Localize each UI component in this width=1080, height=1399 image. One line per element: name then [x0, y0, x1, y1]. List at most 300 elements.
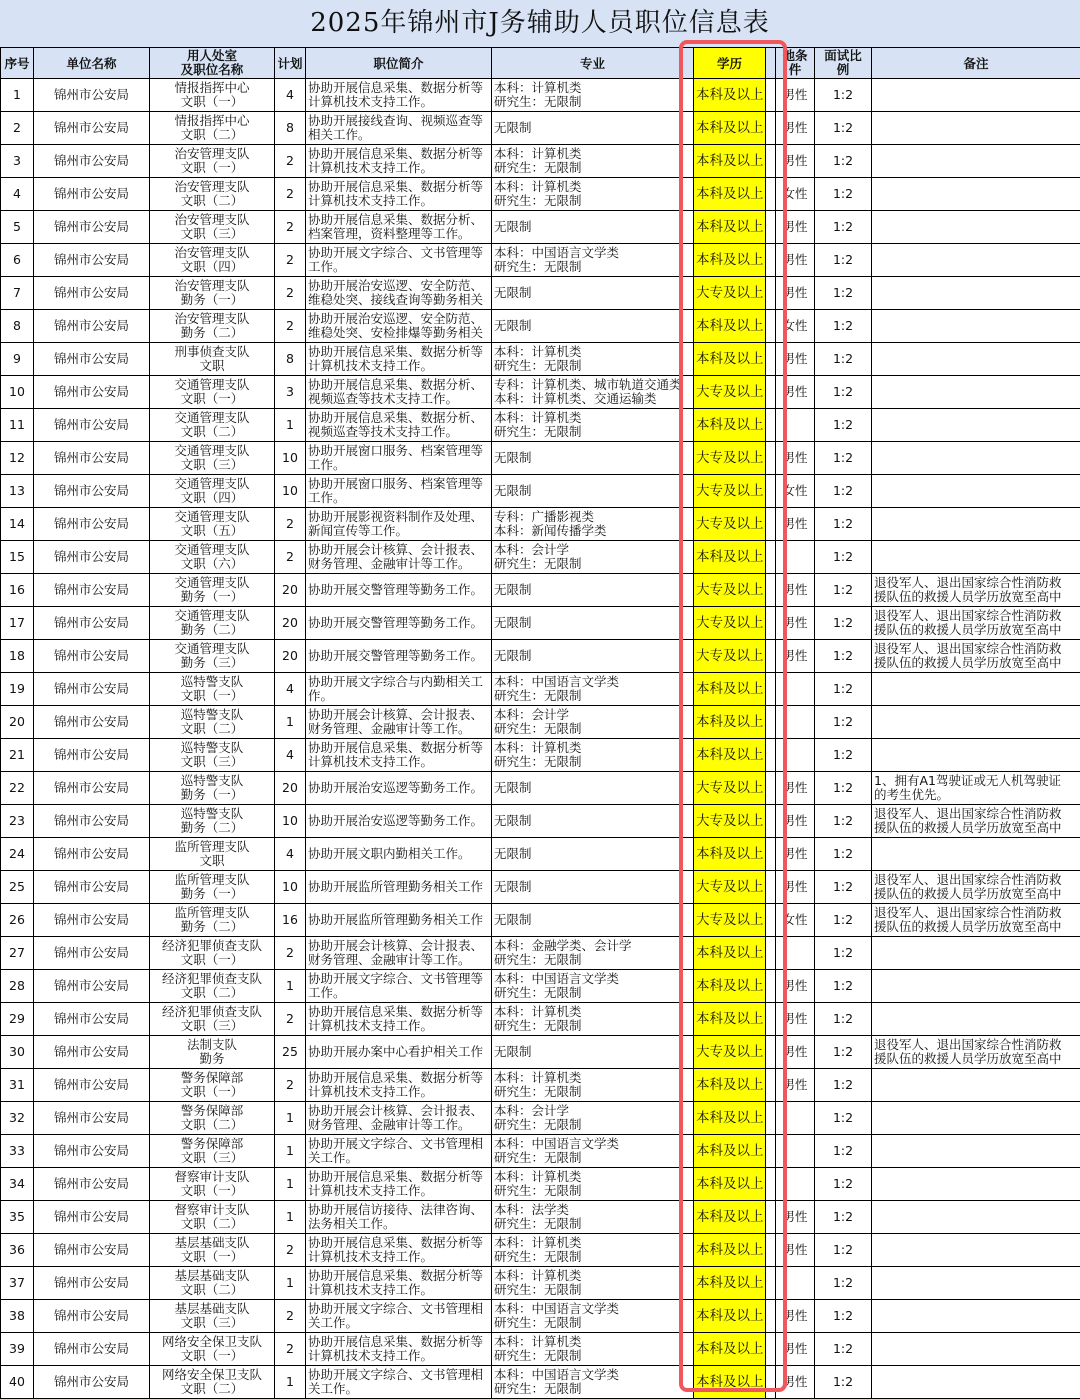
cell-intro	[306, 178, 492, 211]
cell-hidden	[766, 739, 776, 772]
cell-edu: 大专及以上	[694, 640, 766, 673]
cell-seq: 27	[1, 937, 34, 970]
cell-line: 勤务（二）	[180, 919, 244, 934]
cell-hidden	[766, 673, 776, 706]
table-row	[1, 904, 1080, 937]
cell-major	[492, 211, 694, 244]
cell-plan: 25	[275, 1036, 306, 1069]
cell-remark	[872, 607, 1080, 640]
cell-unit: 锦州市公安局	[34, 409, 150, 442]
cell-plan: 20	[275, 640, 306, 673]
cell-other: 男性	[776, 970, 815, 1003]
cell-edu: 本科及以上	[694, 1201, 766, 1234]
cell-remark	[872, 343, 1080, 376]
cell-unit: 锦州市公安局	[34, 475, 150, 508]
cell-line: 督察审计支队	[174, 1169, 250, 1184]
cell-plan: 2	[275, 145, 306, 178]
cell-plan: 2	[275, 244, 306, 277]
cell-line: 无限制	[494, 780, 532, 795]
cell-plan: 1	[275, 1135, 306, 1168]
table-row	[1, 508, 1080, 541]
cell-seq: 37	[1, 1267, 34, 1300]
cell-ratio: 1:2	[815, 739, 872, 772]
cell-other	[776, 739, 815, 772]
cell-line: 交通管理支队	[174, 608, 250, 623]
cell-intro	[306, 706, 492, 739]
cell-seq: 23	[1, 805, 34, 838]
cell-dept	[150, 970, 275, 1003]
cell-seq: 25	[1, 871, 34, 904]
cell-unit: 锦州市公安局	[34, 508, 150, 541]
cell-unit: 锦州市公安局	[34, 244, 150, 277]
cell-hidden	[766, 1003, 776, 1036]
cell-edu: 本科及以上	[694, 1300, 766, 1333]
cell-line: 协助开展信息采集、数据分析、	[308, 212, 484, 227]
cell-line: 勤务（一）	[180, 292, 244, 307]
cell-ratio: 1:2	[815, 1267, 872, 1300]
cell-hidden	[766, 871, 776, 904]
cell-major	[492, 1267, 694, 1300]
cell-line: 无限制	[494, 648, 532, 663]
cell-other: 男性	[776, 211, 815, 244]
cell-line: 无限制	[494, 1044, 532, 1059]
cell-line: 研究生：无限制	[494, 94, 582, 109]
cell-line: 本科：计算机类	[494, 179, 582, 194]
cell-line: 交通管理支队	[174, 410, 250, 425]
cell-line: 治安管理支队	[174, 212, 250, 227]
cell-major	[492, 244, 694, 277]
cell-remark	[872, 871, 1080, 904]
cell-ratio: 1:2	[815, 607, 872, 640]
cell-seq: 13	[1, 475, 34, 508]
cell-line: 协助开展监所管理勤务相关工作	[308, 912, 484, 927]
cell-line: 协助开展信息采集、数据分析、	[308, 377, 484, 392]
cell-edu: 本科及以上	[694, 970, 766, 1003]
cell-edu: 本科及以上	[694, 1366, 766, 1399]
cell-ratio: 1:2	[815, 310, 872, 343]
cell-hidden	[766, 1267, 776, 1300]
cell-other: 男性	[776, 1366, 815, 1399]
cell-hidden	[766, 1333, 776, 1366]
cell-remark	[872, 838, 1080, 871]
cell-hidden	[766, 112, 776, 145]
cell-line: 协助开展交警管理等勤务工作。	[308, 648, 484, 663]
cell-seq: 31	[1, 1069, 34, 1102]
cell-line: 本科：会计学	[494, 542, 570, 557]
cell-plan: 1	[275, 1201, 306, 1234]
cell-other	[776, 1168, 815, 1201]
cell-seq: 21	[1, 739, 34, 772]
cell-line: 援队伍的救援人员学历放宽至高中	[874, 589, 1062, 604]
cell-remark	[872, 541, 1080, 574]
cell-major	[492, 508, 694, 541]
cell-unit: 锦州市公安局	[34, 1366, 150, 1399]
cell-plan: 1	[275, 1366, 306, 1399]
cell-other	[776, 673, 815, 706]
cell-remark	[872, 145, 1080, 178]
cell-intro	[306, 475, 492, 508]
cell-remark	[872, 904, 1080, 937]
cell-line: 情报指挥中心	[174, 113, 250, 128]
cell-other: 男性	[776, 79, 815, 112]
cell-line: 刑事侦查支队	[174, 344, 250, 359]
cell-intro	[306, 442, 492, 475]
cell-unit: 锦州市公安局	[34, 673, 150, 706]
cell-hidden	[766, 1069, 776, 1102]
cell-unit: 锦州市公安局	[34, 112, 150, 145]
cell-line: 协助开展文字综合、文书管理相	[308, 1301, 484, 1316]
cell-line: 文职（三）	[180, 1150, 244, 1165]
cell-line: 计算机技术支持工作。	[308, 1249, 434, 1264]
cell-line: 研究生：无限制	[494, 688, 582, 703]
cell-unit: 锦州市公安局	[34, 1300, 150, 1333]
cell-plan: 20	[275, 574, 306, 607]
cell-hidden	[766, 79, 776, 112]
cell-dept	[150, 178, 275, 211]
cell-line: 协助开展会计核算、会计报表、	[308, 707, 484, 722]
cell-intro	[306, 79, 492, 112]
cell-unit: 锦州市公安局	[34, 871, 150, 904]
cell-line: 研究生：无限制	[494, 1216, 582, 1231]
cell-line: 协助开展信息采集、数据分析等	[308, 1268, 484, 1283]
cell-edu: 大专及以上	[694, 1036, 766, 1069]
cell-line: 文职	[199, 358, 225, 373]
cell-other: 男性	[776, 1234, 815, 1267]
cell-major	[492, 277, 694, 310]
cell-unit: 锦州市公安局	[34, 706, 150, 739]
cell-plan: 2	[275, 178, 306, 211]
header-row	[1, 48, 1080, 79]
cell-line: 关工作。	[308, 1150, 359, 1165]
table-row	[1, 1135, 1080, 1168]
cell-edu: 本科及以上	[694, 178, 766, 211]
cell-line: 退役军人、退出国家综合性消防救	[874, 575, 1062, 590]
cell-intro	[306, 1069, 492, 1102]
cell-line: 退役军人、退出国家综合性消防救	[874, 872, 1062, 887]
cell-plan: 1	[275, 970, 306, 1003]
cell-hidden	[766, 574, 776, 607]
cell-unit: 锦州市公安局	[34, 739, 150, 772]
cell-unit: 锦州市公安局	[34, 1036, 150, 1069]
cell-line: 本科：计算机类	[494, 1268, 582, 1283]
cell-seq: 3	[1, 145, 34, 178]
cell-intro	[306, 1333, 492, 1366]
cell-line: 文职（一）	[180, 952, 244, 967]
table-row	[1, 178, 1080, 211]
cell-major	[492, 112, 694, 145]
cell-major	[492, 79, 694, 112]
cell-line: 警务保障部	[180, 1103, 244, 1118]
cell-seq: 36	[1, 1234, 34, 1267]
cell-edu: 本科及以上	[694, 145, 766, 178]
cell-line: 本科：中国语言文学类	[494, 1136, 620, 1151]
cell-edu: 大专及以上	[694, 772, 766, 805]
cell-other: 女性	[776, 904, 815, 937]
cell-unit: 锦州市公安局	[34, 1234, 150, 1267]
cell-line: 文职	[199, 853, 225, 868]
cell-plan: 2	[275, 1003, 306, 1036]
cell-line: 退役军人、退出国家综合性消防救	[874, 641, 1062, 656]
cell-line: 勤务（一）	[180, 787, 244, 802]
cell-unit: 锦州市公安局	[34, 904, 150, 937]
cell-line: 巡特警支队	[180, 707, 244, 722]
cell-edu: 大专及以上	[694, 508, 766, 541]
cell-plan: 2	[275, 937, 306, 970]
cell-hidden	[766, 706, 776, 739]
cell-other	[776, 1267, 815, 1300]
cell-line: 文职（二）	[180, 1381, 244, 1396]
cell-dept	[150, 1168, 275, 1201]
table-row	[1, 1201, 1080, 1234]
cell-unit: 锦州市公安局	[34, 79, 150, 112]
table-row	[1, 838, 1080, 871]
cell-line: 协助开展文职内勤相关工作。	[308, 846, 471, 861]
cell-remark	[872, 475, 1080, 508]
cell-intro	[306, 1201, 492, 1234]
cell-line: 专科：计算机类、城市轨道交通类	[494, 377, 682, 392]
cell-line: 计算机技术支持工作。	[308, 754, 434, 769]
cell-seq: 34	[1, 1168, 34, 1201]
cell-line: 工作。	[308, 985, 346, 1000]
cell-edu: 本科及以上	[694, 706, 766, 739]
cell-hidden	[766, 1168, 776, 1201]
cell-hidden	[766, 904, 776, 937]
header-major: 专业	[492, 48, 694, 79]
cell-line: 协助开展会计核算、会计报表、	[308, 1103, 484, 1118]
cell-line: 退役军人、退出国家综合性消防救	[874, 1037, 1062, 1052]
cell-line: 工作。	[308, 259, 346, 274]
cell-line: 计算机技术支持工作。	[308, 193, 434, 208]
cell-intro	[306, 904, 492, 937]
cell-dept	[150, 475, 275, 508]
cell-edu: 本科及以上	[694, 409, 766, 442]
cell-remark	[872, 1300, 1080, 1333]
cell-hidden	[766, 640, 776, 673]
cell-plan: 4	[275, 739, 306, 772]
cell-plan: 1	[275, 1102, 306, 1135]
cell-edu: 大专及以上	[694, 277, 766, 310]
table-row	[1, 145, 1080, 178]
cell-line: 协助开展影视资料制作及处理、	[308, 509, 484, 524]
cell-remark	[872, 1135, 1080, 1168]
header-plan: 计划	[275, 48, 306, 79]
cell-line: 文职（二）	[180, 1282, 244, 1297]
cell-ratio: 1:2	[815, 1036, 872, 1069]
cell-line: 文职（一）	[180, 94, 244, 109]
cell-intro	[306, 145, 492, 178]
cell-hidden	[766, 838, 776, 871]
cell-major	[492, 673, 694, 706]
cell-line: 经济犯罪侦查支队	[161, 971, 262, 986]
cell-ratio: 1:2	[815, 706, 872, 739]
cell-ratio: 1:2	[815, 277, 872, 310]
cell-ratio: 1:2	[815, 442, 872, 475]
cell-unit: 锦州市公安局	[34, 1201, 150, 1234]
cell-line: 巡特警支队	[180, 740, 244, 755]
cell-remark	[872, 772, 1080, 805]
cell-dept	[150, 1333, 275, 1366]
cell-edu: 本科及以上	[694, 79, 766, 112]
cell-dept	[150, 1003, 275, 1036]
cell-line: 无限制	[494, 846, 532, 861]
cell-dept	[150, 640, 275, 673]
cell-other: 男性	[776, 1300, 815, 1333]
table-row	[1, 805, 1080, 838]
cell-line: 研究生：无限制	[494, 1315, 582, 1330]
cell-remark	[872, 640, 1080, 673]
cell-unit: 锦州市公安局	[34, 211, 150, 244]
cell-plan: 1	[275, 409, 306, 442]
cell-line: 协助开展办案中心看护相关工作	[308, 1044, 484, 1059]
cell-hidden	[766, 1036, 776, 1069]
cell-ratio: 1:2	[815, 1135, 872, 1168]
cell-line: 研究生：无限制	[494, 1084, 582, 1099]
cell-major	[492, 541, 694, 574]
cell-line: 协助开展窗口服务、档案管理等	[308, 443, 484, 458]
cell-intro	[306, 640, 492, 673]
cell-line: 研究生：无限制	[494, 1018, 582, 1033]
table-row	[1, 937, 1080, 970]
cell-edu: 大专及以上	[694, 475, 766, 508]
cell-intro	[306, 871, 492, 904]
cell-major	[492, 376, 694, 409]
cell-line: 网络安全保卫支队	[161, 1334, 262, 1349]
cell-hidden	[766, 1300, 776, 1333]
cell-line: 文职（二）	[180, 127, 244, 142]
cell-seq: 40	[1, 1366, 34, 1399]
cell-line: 协助开展信息采集、数据分析等	[308, 1169, 484, 1184]
cell-other: 男性	[776, 1036, 815, 1069]
cell-line: 协助开展文字综合、文书管理相	[308, 1367, 484, 1382]
cell-seq: 16	[1, 574, 34, 607]
cell-dept	[150, 871, 275, 904]
cell-intro	[306, 211, 492, 244]
cell-edu: 大专及以上	[694, 871, 766, 904]
cell-seq: 20	[1, 706, 34, 739]
cell-line: 研究生：无限制	[494, 160, 582, 175]
cell-remark	[872, 1102, 1080, 1135]
cell-plan: 2	[275, 541, 306, 574]
cell-seq: 38	[1, 1300, 34, 1333]
cell-line: 协助开展信息采集、数据分析等	[308, 740, 484, 755]
cell-intro	[306, 244, 492, 277]
table-row	[1, 607, 1080, 640]
cell-major	[492, 1333, 694, 1366]
cell-remark	[872, 1168, 1080, 1201]
table-row	[1, 244, 1080, 277]
cell-major	[492, 442, 694, 475]
cell-line: 文职（三）	[180, 226, 244, 241]
cell-intro	[306, 772, 492, 805]
cell-line: 研究生：无限制	[494, 1282, 582, 1297]
cell-line: 档案管理，资料整理等工作。	[308, 226, 471, 241]
cell-line: 文职（五）	[180, 523, 244, 538]
cell-dept	[150, 79, 275, 112]
cell-line: 本科：会计学	[494, 1103, 570, 1118]
cell-seq: 12	[1, 442, 34, 475]
table-row	[1, 640, 1080, 673]
cell-major	[492, 1201, 694, 1234]
cell-edu: 大专及以上	[694, 442, 766, 475]
cell-ratio: 1:2	[815, 1234, 872, 1267]
table-row	[1, 1168, 1080, 1201]
cell-unit: 锦州市公安局	[34, 1102, 150, 1135]
cell-intro	[306, 937, 492, 970]
cell-plan: 1	[275, 706, 306, 739]
table-row	[1, 1366, 1080, 1399]
cell-line: 本科：计算机类	[494, 80, 582, 95]
cell-line: 研究生：无限制	[494, 1183, 582, 1198]
cell-hidden	[766, 178, 776, 211]
cell-line: 文职（三）	[180, 754, 244, 769]
cell-remark	[872, 805, 1080, 838]
cell-ratio: 1:2	[815, 1102, 872, 1135]
cell-line: 协助开展信息采集、数据分析等	[308, 1004, 484, 1019]
cell-remark	[872, 178, 1080, 211]
cell-hidden	[766, 376, 776, 409]
cell-line: 本科：中国语言文学类	[494, 245, 620, 260]
cell-major	[492, 937, 694, 970]
cell-major	[492, 1135, 694, 1168]
cell-seq: 9	[1, 343, 34, 376]
cell-unit: 锦州市公安局	[34, 178, 150, 211]
cell-seq: 29	[1, 1003, 34, 1036]
cell-line: 援队伍的救援人员学历放宽至高中	[874, 886, 1062, 901]
cell-line: 文职（一）	[180, 1183, 244, 1198]
cell-ratio: 1:2	[815, 145, 872, 178]
cell-unit: 锦州市公安局	[34, 1333, 150, 1366]
cell-line: 本科：新闻传播学类	[494, 523, 607, 538]
cell-line: 财务管理、金融审计等工作。	[308, 556, 471, 571]
cell-line: 计算机技术支持工作。	[308, 1282, 434, 1297]
cell-remark	[872, 376, 1080, 409]
cell-seq: 4	[1, 178, 34, 211]
cell-major	[492, 772, 694, 805]
cell-dept	[150, 1102, 275, 1135]
cell-edu: 本科及以上	[694, 937, 766, 970]
cell-remark	[872, 937, 1080, 970]
cell-seq: 32	[1, 1102, 34, 1135]
cell-edu: 本科及以上	[694, 244, 766, 277]
cell-edu: 本科及以上	[694, 1135, 766, 1168]
cell-line: 关工作。	[308, 1381, 359, 1396]
cell-other: 男性	[776, 112, 815, 145]
table-body	[1, 79, 1080, 1399]
cell-remark	[872, 1333, 1080, 1366]
cell-line: 网络安全保卫支队	[161, 1367, 262, 1382]
cell-line: 协助开展文字综合与内勤相关工	[308, 674, 484, 689]
cell-intro	[306, 1135, 492, 1168]
cell-other: 女性	[776, 178, 815, 211]
cell-hidden	[766, 409, 776, 442]
cell-other: 男性	[776, 607, 815, 640]
cell-remark	[872, 706, 1080, 739]
cell-unit: 锦州市公安局	[34, 541, 150, 574]
cell-major	[492, 310, 694, 343]
cell-major	[492, 607, 694, 640]
cell-ratio: 1:2	[815, 244, 872, 277]
cell-remark	[872, 310, 1080, 343]
cell-major	[492, 805, 694, 838]
cell-hidden	[766, 805, 776, 838]
cell-line: 文职（四）	[180, 259, 244, 274]
cell-dept	[150, 508, 275, 541]
cell-dept	[150, 1069, 275, 1102]
cell-hidden	[766, 277, 776, 310]
cell-dept	[150, 838, 275, 871]
cell-line: 本科：计算机类	[494, 1235, 582, 1250]
cell-unit: 锦州市公安局	[34, 145, 150, 178]
